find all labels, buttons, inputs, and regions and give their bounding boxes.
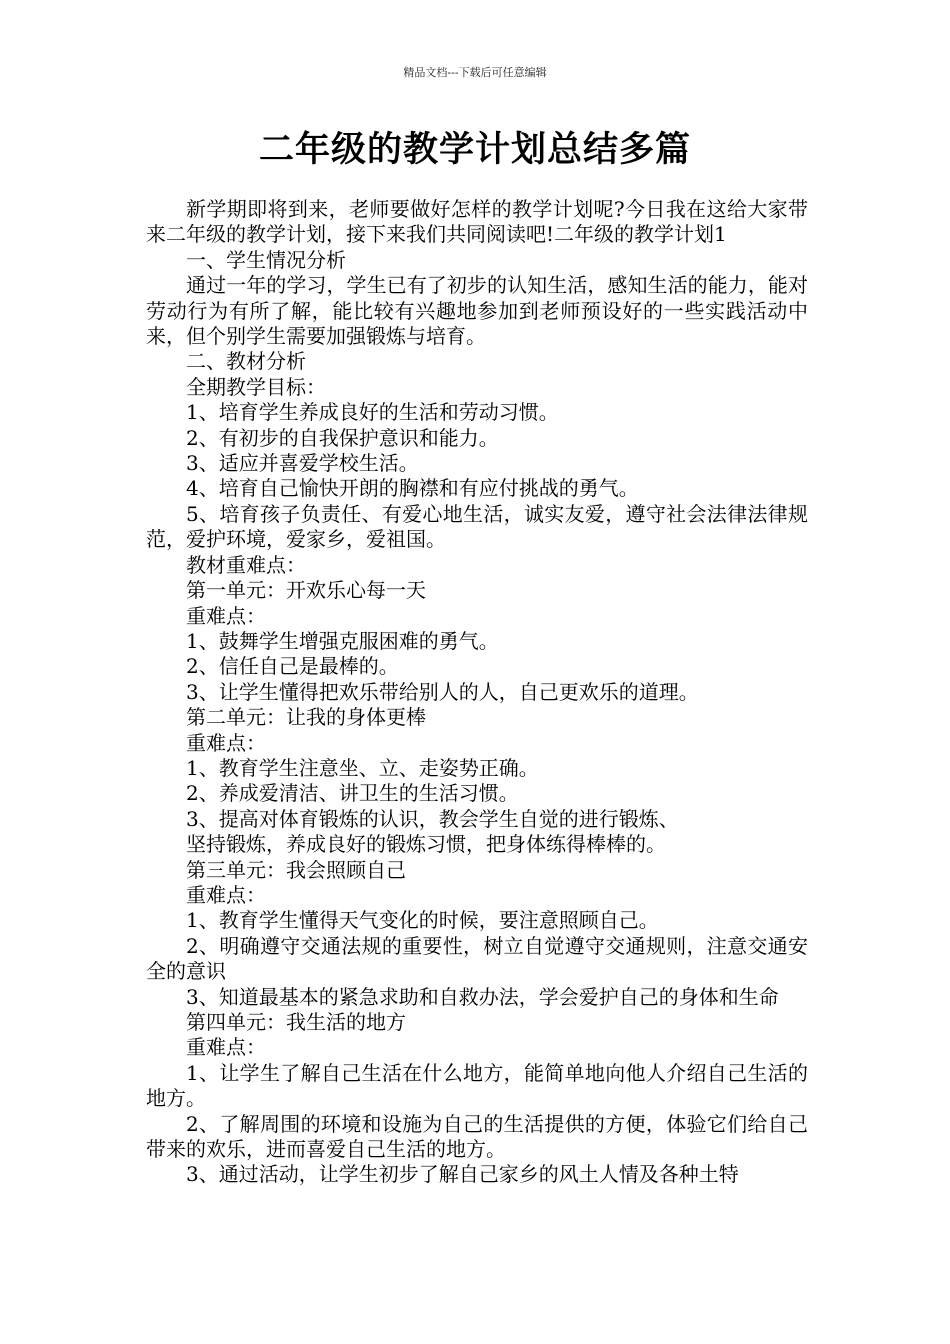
paragraph: 重难点： (186, 603, 266, 628)
list-item: 2、养成爱清洁、讲卫生的生活习惯。 (186, 781, 519, 806)
list-item: 3、适应并喜爱学校生活。 (186, 451, 419, 476)
list-item: 4、培育自己愉快开朗的胸襟和有应付挑战的勇气。 (186, 476, 639, 501)
section-heading: 二、教材分析 (186, 349, 306, 374)
header-note: 精品文档---下载后可任意编辑 (403, 66, 547, 79)
list-item: 2、明确遵守交通法规的重要性，树立自觉遵守交通规则，注意交通安全的意识 (146, 933, 808, 984)
paragraph: 重难点： (186, 1035, 266, 1060)
document-body (146, 197, 808, 1188)
document-title: 二年级的教学计划总结多篇 (258, 130, 691, 170)
list-item: 2、了解周围的环境和设施为自己的生活提供的方便，体验它们给自己带来的欢乐，进而喜爱自己生活的地方。 (146, 1111, 808, 1162)
section-heading: 一、学生情况分析 (186, 247, 346, 272)
paragraph: 坚持锻炼，养成良好的锻炼习惯，把身体练得棒棒的。 (186, 832, 666, 857)
list-item: 3、通过活动，让学生初步了解自己家乡的风土人情及各种土特 (186, 1162, 739, 1187)
paragraph: 全期教学目标： (186, 374, 326, 399)
paragraph: 通过一年的学习，学生已有了初步的认知生活，感知生活的能力，能对劳动行为有所了解，能比较有兴趣地参加到老师预设好的一些实践活动中来，但个别学生需要加强锻炼与培育。 (146, 273, 808, 349)
list-item: 2、有初步的自我保护意识和能力。 (186, 425, 499, 450)
list-item: 1、教育学生注意坐、立、走姿势正确。 (186, 755, 539, 780)
list-item: 3、知道最基本的紧急求助和自救办法，学会爱护自己的身体和生命 (186, 984, 779, 1009)
list-item: 1、让学生了解自己生活在什么地方，能简单地向他人介绍自己生活的地方。 (146, 1060, 808, 1111)
list-item: 1、培育学生养成良好的生活和劳动习惯。 (186, 400, 559, 425)
paragraph: 教材重难点： (186, 552, 306, 577)
list-item: 2、信任自己是最棒的。 (186, 654, 399, 679)
list-item: 1、教育学生懂得天气变化的时候，要注意照顾自己。 (186, 908, 659, 933)
list-item: 1、鼓舞学生增强克服困难的勇气。 (186, 628, 499, 653)
paragraph: 重难点： (186, 882, 266, 907)
list-item: 3、让学生懂得把欢乐带给别人的人，自己更欢乐的道理。 (186, 679, 699, 704)
list-item: 3、提高对体育锻炼的认识，教会学生自觉的进行锻炼、 (186, 806, 679, 831)
unit-heading: 第一单元：开欢乐心每一天 (186, 578, 426, 603)
paragraph: 重难点： (186, 730, 266, 755)
list-item: 5、培育孩子负责任、有爱心地生活，诚实友爱，遵守社会法律法律规范，爱护环境，爱家乡，爱祖国。 (146, 501, 808, 552)
unit-heading: 第二单元：让我的身体更棒 (186, 705, 426, 730)
unit-heading: 第三单元：我会照顾自己 (186, 857, 406, 882)
unit-heading: 第四单元：我生活的地方 (186, 1010, 406, 1034)
paragraph: 新学期即将到来，老师要做好怎样的教学计划呢?今日我在这给大家带来二年级的教学计划，接下来我们共同阅读吧!二年级的教学计划1 (146, 197, 808, 247)
